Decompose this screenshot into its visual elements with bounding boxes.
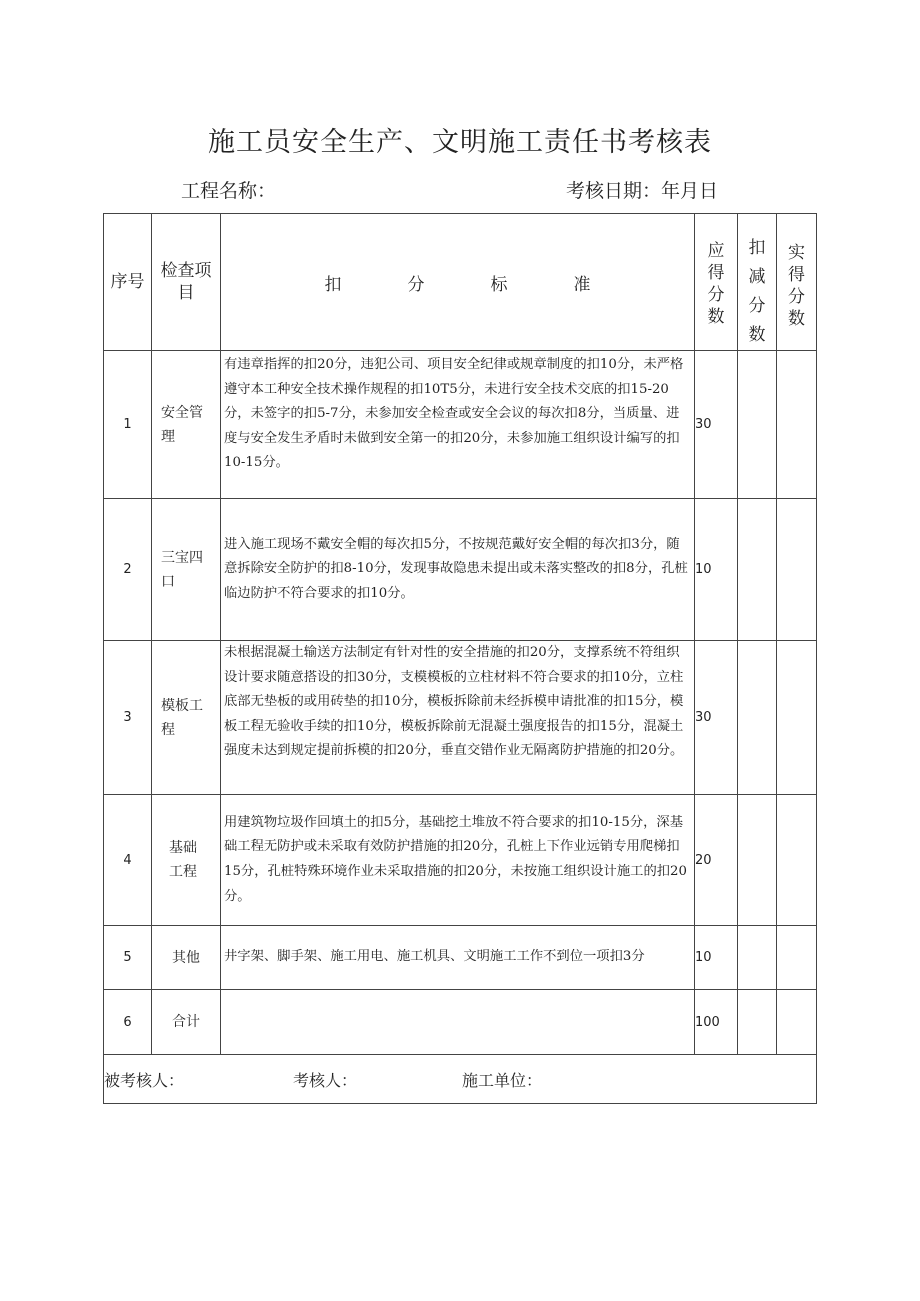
actual-score-cell (777, 351, 817, 499)
row-number: 3 (104, 641, 152, 795)
actual-score-cell (777, 499, 817, 641)
deducted-score-cell (738, 990, 777, 1055)
actual-score-cell (777, 795, 817, 926)
table-row (104, 351, 817, 499)
due-score: 10 (695, 926, 738, 990)
row-number: 1 (104, 351, 152, 499)
due-score: 20 (695, 795, 738, 926)
actual-score-cell (777, 990, 817, 1055)
check-item: 合计 (152, 990, 221, 1055)
header-item: 检查项目 (152, 214, 221, 351)
deducted-score-cell (738, 641, 777, 795)
check-item: 其他 (152, 926, 221, 990)
due-score: 10 (695, 499, 738, 641)
table-row (104, 795, 817, 926)
deducted-score-cell (738, 795, 777, 926)
deducted-score-cell (738, 926, 777, 990)
header-due-score: 应得分数 (695, 214, 738, 351)
actual-score-cell (777, 926, 817, 990)
header-no: 序号 (104, 214, 152, 351)
deducted-score-cell (738, 351, 777, 499)
construction-unit-label: 施工单位： (462, 1070, 543, 1090)
header-standard: 扣 分 标 准 (221, 214, 695, 351)
check-item: 模板工程 (152, 641, 221, 795)
row-number: 6 (104, 990, 152, 1055)
deduction-criteria: 未根据混凝土输送方法制定有针对性的安全措施的扣20分，支撑系统不符组织设计要求随意搭设的扣30分，支模模板的立柱材料不符合要求的扣10分，立柱底部无垫板的或用砖垫的扣10分，模板拆除前未经拆模申请批准的扣15分，模板工程无验收手续的扣10分，模板拆除前无混凝土强度报告的扣15分，混凝土强度未达到规定提前拆模的扣20分，垂直交错作业无隔离防护措施的扣20分。 (221, 641, 695, 795)
assessor-label: 考核人： (293, 1070, 358, 1090)
row-number: 4 (104, 795, 152, 926)
table-row (104, 990, 817, 1055)
deduction-criteria: 有违章指挥的扣20分，违犯公司、项目安全纪律或规章制度的扣10分，未严格遵守本工种安全技术操作规程的扣10T5分，未进行安全技术交底的扣15-20分，未签字的扣5-7分，未参加安全检查或安全会议的每次扣8分，当质量、进度与安全发生矛盾时未做到安全第一的扣20分，未参加施工组织设计编写的扣10-15分。 (221, 351, 695, 499)
header-deducted-score: 扣减分数 (738, 214, 777, 351)
table-row (104, 641, 817, 795)
due-score: 30 (695, 641, 738, 795)
table-row (104, 499, 817, 641)
check-item: 基础工程 (152, 795, 221, 926)
check-item: 安全管理 (152, 351, 221, 499)
header-row (104, 214, 817, 351)
assessment-date-label: 考核日期：年月日 (566, 180, 719, 202)
row-number: 5 (104, 926, 152, 990)
assessed-person-label: 被考核人： (104, 1070, 185, 1090)
due-score: 30 (695, 351, 738, 499)
check-item: 三宝四口 (152, 499, 221, 641)
page-title: 施工员安全生产、文明施工责任书考核表 (208, 127, 712, 158)
project-name-label: 工程名称： (181, 180, 277, 202)
actual-score-cell (777, 641, 817, 795)
due-score: 100 (695, 990, 738, 1055)
assessment-table (103, 213, 817, 1104)
table-row (104, 926, 817, 990)
deduction-criteria: 用建筑物垃圾作回填土的扣5分，基础挖土堆放不符合要求的扣10-15分，深基础工程无防护或未采取有效防护措施的扣20分，孔桩上下作业远销专用爬梯扣15分，孔桩特殊环境作业未采取措施的扣20分，未按施工组织设计施工的扣20分。 (221, 795, 695, 926)
header-actual-score: 实得分数 (777, 214, 817, 351)
deduction-criteria: 进入施工现场不戴安全帽的每次扣5分，不按规范戴好安全帽的每次扣3分，随意拆除安全防护的扣8-10分，发现事故隐患未提出或未落实整改的扣8分，孔桩临边防护不符合要求的扣10分。 (221, 499, 695, 641)
deducted-score-cell (738, 499, 777, 641)
signature-row (104, 1055, 817, 1104)
row-number: 2 (104, 499, 152, 641)
deduction-criteria (221, 990, 695, 1055)
signature-cell (104, 1055, 817, 1104)
deduction-criteria: 井字架、脚手架、施工用电、施工机具、文明施工工作不到位一项扣3分 (221, 926, 695, 990)
